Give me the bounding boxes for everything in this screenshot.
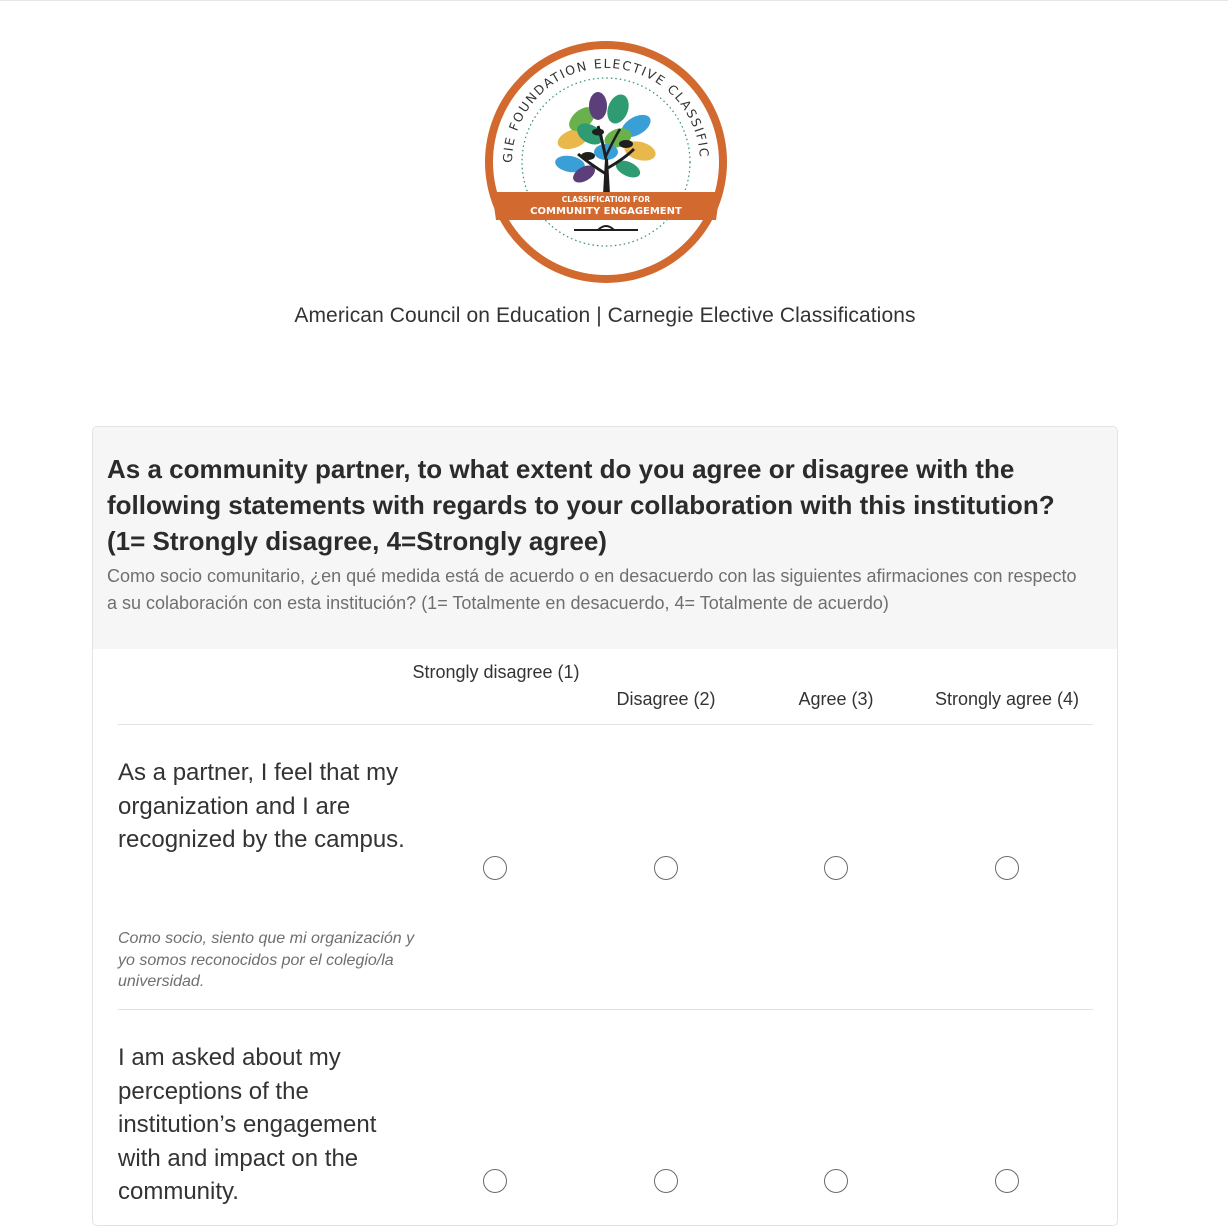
row-1-hint: Como socio, siento que mi organización y yo somos reconocidos por el colegio/la universidad. bbox=[118, 930, 415, 990]
row-2-radio-disagree[interactable] bbox=[654, 1169, 678, 1193]
column-header-disagree: Disagree (2) bbox=[616, 689, 716, 709]
row-divider bbox=[118, 1009, 1093, 1010]
carnegie-logo bbox=[478, 34, 734, 290]
row-2-radio-strongly-agree[interactable] bbox=[995, 1169, 1019, 1193]
question-subtitle: Como socio comunitario, ¿en qué medida está de acuerdo o en desacuerdo con las siguientes afirmaciones con respecto a su colaboración con esta institución? (1= Totalmente en desacuerdo, 4= Totalmente de acuerdo) bbox=[107, 566, 1077, 613]
row-2-label: I am asked about my perceptions of the institution’s engagement with and impact on the community. bbox=[118, 1044, 377, 1205]
column-header-strongly-disagree: Strongly disagree (1) bbox=[412, 662, 580, 682]
row-1-radio-strongly-agree[interactable] bbox=[995, 856, 1019, 880]
row-1-radio-strongly-disagree[interactable] bbox=[483, 856, 507, 880]
row-2-radio-agree[interactable] bbox=[824, 1169, 848, 1193]
question-title: As a community partner, to what extent do you agree or disagree with the following statements with regards to your collaboration with this institution? (1= Strongly disagree, 4=Strongly agree) bbox=[107, 454, 1055, 556]
question-card bbox=[92, 426, 1118, 1226]
top-border bbox=[0, 0, 1228, 1]
column-header-agree: Agree (3) bbox=[798, 689, 874, 709]
row-2-radio-strongly-disagree[interactable] bbox=[483, 1169, 507, 1193]
logo-banner-small: CLASSIFICATION FOR bbox=[561, 195, 651, 204]
organization-line: American Council on Education | Carnegie Elective Classifications bbox=[294, 304, 916, 327]
row-1-label: As a partner, I feel that my organization and I are recognized by the campus. bbox=[118, 759, 405, 853]
column-header-strongly-agree: Strongly agree (4) bbox=[934, 689, 1080, 709]
logo-arc-text: GIE FOUNDATION ELECTIVE CLASSIFIC bbox=[499, 55, 713, 164]
logo-banner-large: COMMUNITY ENGAGEMENT bbox=[530, 206, 682, 217]
row-1-radio-agree[interactable] bbox=[824, 856, 848, 880]
row-1-radio-disagree[interactable] bbox=[654, 856, 678, 880]
question-header bbox=[93, 427, 1117, 649]
header-divider bbox=[118, 724, 1093, 725]
